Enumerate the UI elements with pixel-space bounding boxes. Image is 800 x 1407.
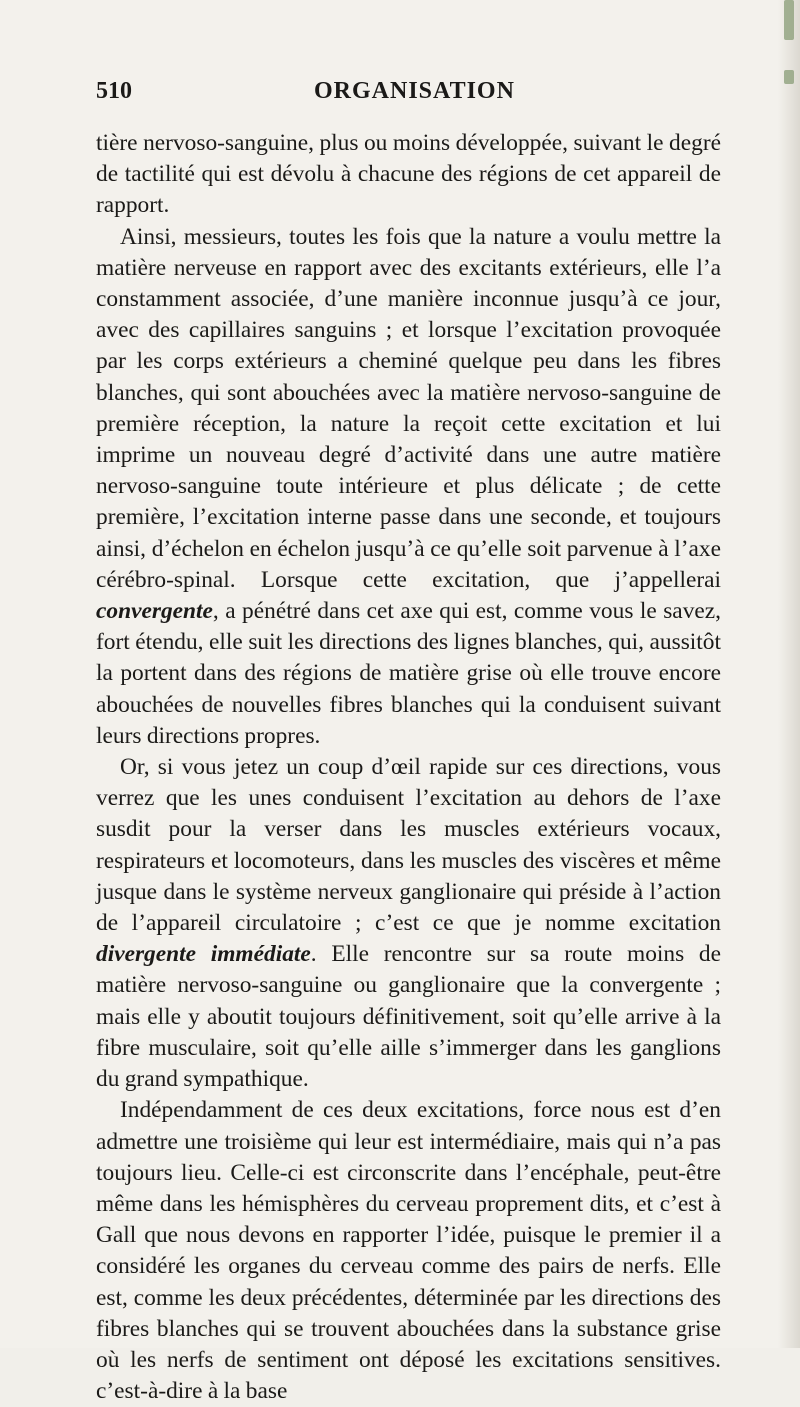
running-title: ORGANISATION [314, 78, 515, 104]
text-run: Or, si vous jetez un coup d’œil rapide sur ces directions, vous verrez que les unes conduisent l’excitation au dehors de l’axe susdit pour la verser dans les muscles extérieurs vocaux, respirateurs et locomoteurs, dans les muscles des viscères et même jusque dans le système nerveux ganglionaire qui préside à l’action de l’appareil circulatoire ; c’est ce que je nomme excitation [96, 754, 721, 937]
paragraph [96, 752, 721, 1095]
text-run: . Elle rencontre sur sa route moins de matière nervoso-sanguine ou ganglionaire que la convergente ; mais elle y aboutit toujours définitivement, soit qu’elle arrive à la fibre musculaire, soit qu’elle aille s’immerger dans les ganglions du grand sympathique. [96, 941, 721, 1093]
italic-term: divergente immédiate [96, 941, 311, 968]
paragraph [96, 128, 721, 222]
page-edge-mark [784, 70, 794, 84]
paragraph [96, 222, 721, 752]
page-number: 510 [96, 78, 132, 104]
body-text [96, 128, 721, 1407]
text-run: Ainsi, messieurs, toutes les fois que la nature a voulu mettre la matière nerveuse en rapport avec des excitants extérieurs, elle l’a constamment associée, d’une manière inconnue jusqu’à ce jour, avec des capillaires sanguins ; et lorsque l’excitation provoquée par les corps extérieurs a cheminé quelque peu dans les fibres blanches, qui sont abouchées avec la matière nervoso-sanguine de première réception, la nature la reçoit cette excitation et lui imprime un nouveau degré d’activité dans une autre matière nervoso-sanguine toute intérieure et plus délicate ; de cette première, l’excitation interne passe dans une seconde, et toujours ainsi, d’échelon en échelon jusqu’à ce qu’elle soit parvenue à l’axe cérébro-spinal. Lorsque cette excitation, que j’appellerai [96, 223, 721, 593]
text-run: tière nervoso-sanguine, plus ou moins développée, suivant le degré de tactilité qui est dévolu à chacune des régions de cet appareil de rapport. [96, 130, 721, 219]
paragraph [96, 1095, 721, 1407]
page-header [96, 78, 716, 114]
text-run: Indépendamment de ces deux excitations, force nous est d’en admettre une troisième qui leur est intermédiaire, mais qui n’a pas toujours lieu. Celle-ci est circonscrite dans l’encéphale, peut-être même dans les hémisphères du cerveau proprement dits, et c’est à Gall que nous devons en rapporter l’idée, puisque le premier il a considéré les organes du cerveau comme des pairs de nerfs. Elle est, comme les deux précédentes, déterminée par les directions des fibres blanches qui se trouvent abouchées dans la substance grise où les nerfs de sentiment ont déposé les excitations sensitives. c’est-à-dire à la base [96, 1097, 721, 1405]
italic-term: convergente [96, 598, 213, 625]
page-edge-shadow [778, 0, 800, 1348]
text-run: , a pénétré dans cet axe qui est, comme vous le savez, fort étendu, elle suit les directions des lignes blanches, qui, aussitôt la portent dans des régions de matière grise où elle trouve encore abouchées de nouvelles fibres blanches qui la conduisent suivant leurs directions propres. [96, 598, 721, 749]
page-edge-mark [784, 0, 794, 40]
